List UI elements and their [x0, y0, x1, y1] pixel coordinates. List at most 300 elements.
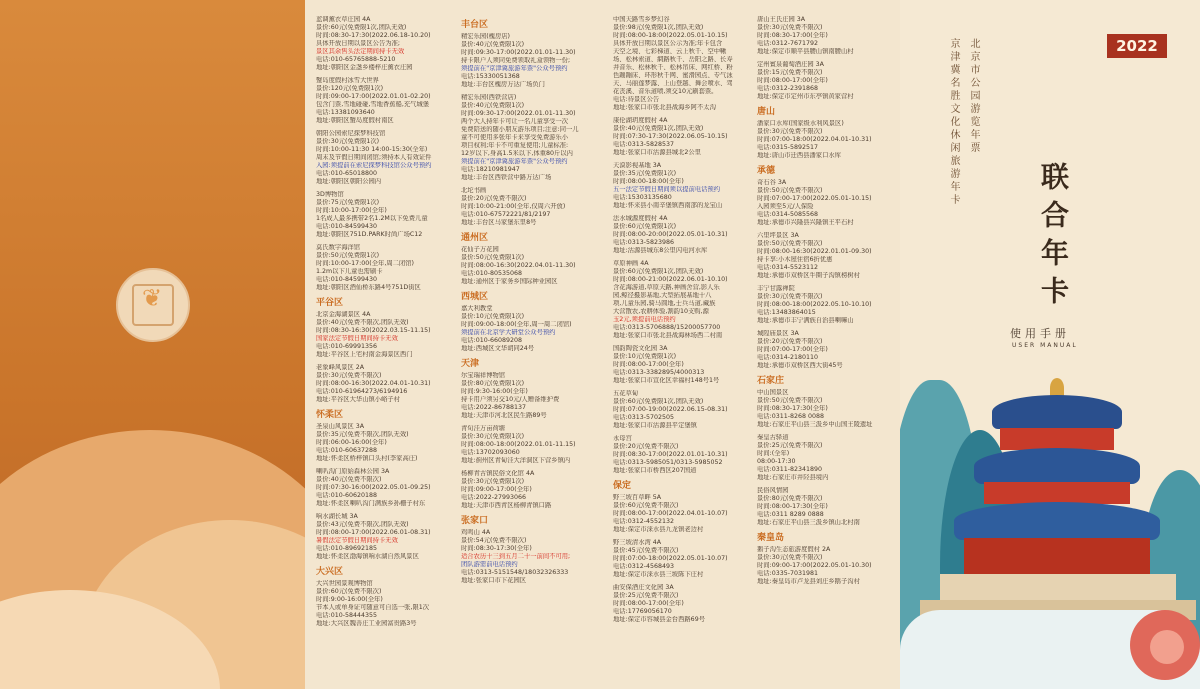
attraction-detail: 电话:010-67572221/81/2197: [461, 211, 551, 218]
attraction-name: 中国天路雪乡梦幻谷: [613, 16, 670, 23]
attraction-detail: 时间:08:30-17:30(2022.06.18-10.20): [316, 32, 431, 39]
attraction-entry: [461, 246, 599, 286]
attraction-detail: 时间:09:30-17:00(2022.01.01-11.30): [461, 110, 576, 117]
attraction-detail: 时间:09:00-17:00(2022.01.01-02.20): [316, 93, 431, 100]
attraction-detail: 地址:保定市涞水县三坡陈下庄村: [613, 571, 704, 578]
attraction-detail: 景价:35元(免费限1次): [613, 170, 677, 177]
attraction-detail: 时间:09:00-18:00(全年,周一周二闭馆): [461, 321, 572, 328]
attraction-entry: [757, 285, 895, 325]
attraction-detail: 景价:20元(免费不限次): [461, 195, 527, 202]
card-title: 联合年卡: [1037, 162, 1070, 314]
attraction-detail: 时间:07:00-18:00(2022.05.01-10.07): [613, 555, 728, 562]
attraction-entry: [757, 179, 895, 227]
attraction-detail: 电话:010-69991356: [316, 343, 378, 350]
region-heading: 通州区: [461, 233, 489, 243]
attraction-detail: 景价:45元(免费不限次): [613, 547, 679, 554]
attraction-detail: 适合农历十三到五月二十一前间不可用;: [461, 553, 571, 560]
attraction-detail: 地址:朝阳区蟹岛度假村南区: [316, 117, 394, 124]
attraction-detail: 景价:54元(免费不限次): [461, 537, 527, 544]
attraction-detail: 地址:平谷区上宅村南金海景区西门: [316, 351, 413, 358]
attraction-entry: [316, 364, 454, 404]
attraction-detail: 景价:25元(免费不限次): [613, 592, 679, 599]
temple-band: [1000, 428, 1114, 450]
attraction-entry: [316, 77, 454, 125]
attraction-detail: 08:00-17:30: [757, 458, 796, 465]
attraction-detail: 五一法定节假日期间须以提前电话预约: [613, 186, 721, 193]
attraction-entry: [316, 580, 454, 628]
attraction-name: 曲安保酒庄文化园 3A: [613, 584, 674, 591]
attraction-detail: 景价:20元(免费不限次): [757, 338, 823, 345]
region-heading: 张家口: [461, 516, 489, 526]
attraction-detail: 电话:15303135680: [613, 194, 672, 201]
attraction-name: 潘家口水库(国家级水利风景区): [757, 120, 844, 127]
attraction-detail: 时间:08:00-18:00(2022.01.01-11.15): [461, 441, 576, 448]
attraction-detail: 电话:010-65018800: [316, 170, 378, 177]
attraction-detail: 时间:08:00-16:30(2022.01.01-09.30): [757, 248, 872, 255]
attraction-entry: [461, 425, 599, 465]
attraction-detail: 电话:0312-4552132: [613, 518, 675, 525]
attraction-detail: 电话:0315-5892517: [757, 144, 819, 151]
temple-roof: [992, 395, 1122, 429]
attraction-name: 青旬洼万亩荷塘: [461, 425, 506, 432]
attraction-name: 精宏乐园(西铁营店): [461, 94, 517, 101]
attraction-detail: 时间:07:00-19:00(2022.06.15-08.31): [613, 406, 728, 413]
attraction-detail: 景价:60元(免费不限次): [316, 588, 382, 595]
attraction-name: 中山国景区: [757, 389, 789, 396]
attraction-detail: 电话:13483864015: [757, 309, 816, 316]
attraction-detail: 电话:0312-7671792: [757, 40, 819, 47]
attraction-detail: 景价:30元(免费不限次): [757, 554, 823, 561]
attraction-entry: [757, 546, 895, 586]
temple-band: [964, 538, 1150, 574]
attraction-entry: [613, 539, 751, 579]
attraction-detail: 景价:50元(免费不限次): [757, 397, 823, 404]
attraction-name: 北京金海湖景区 4A: [316, 311, 371, 318]
attraction-detail: 景价:30元(免费不限次): [757, 24, 823, 31]
attraction-detail: 景价:30元(免费不限次): [757, 128, 823, 135]
attraction-detail: 电话:0313-5823986: [613, 239, 675, 246]
attraction-detail: 电话:0311-82341890: [757, 466, 823, 473]
attraction-detail: 色蹦蹦床、环形秋千网、蜜滑园点、专气泳: [613, 72, 733, 79]
attraction-detail: 地址:保定市定州市东亭镇黄家营村: [757, 93, 854, 100]
attraction-detail: 时间:07:30-16:00(2022.05.01-09.25): [316, 484, 431, 491]
attraction-entry: [461, 529, 599, 585]
attraction-entry: [757, 389, 895, 429]
attraction-entry: [613, 162, 751, 210]
attraction-detail: 电话:18210981947: [461, 166, 520, 173]
attraction-detail: 时间:08:00-18:00(2022.05.10-10.10): [757, 301, 872, 308]
attraction-detail: 包含门票,雪地碰碰,雪地香蕉船,充气城堡: [316, 101, 430, 108]
attraction-detail: 时间:08:30-17:00(全年): [757, 32, 828, 39]
vertical-title-1: 北京市公园游览年票: [968, 38, 979, 155]
attraction-detail: 地址:丰台区马家堡东里8号: [461, 219, 537, 226]
attraction-detail: 电话:0313-5706888/15200057700: [613, 324, 721, 331]
attraction-name: 民俗风情园: [757, 487, 789, 494]
attraction-detail: 项,儿童乐园,骑马圆地,士兵马道,藏族: [613, 300, 716, 307]
attraction-entry: [757, 61, 895, 101]
attraction-entry: [613, 16, 751, 112]
attraction-name: 草原神画 4A: [613, 260, 649, 267]
attraction-detail: 景价:30元(免费限1次): [461, 478, 525, 485]
attraction-detail: 电话:0313-3382895/4000313: [613, 369, 705, 376]
attraction-detail: 电话:010-60620188: [316, 492, 378, 499]
attraction-entry: [316, 423, 454, 463]
left-panel: [0, 0, 305, 689]
manual-title: 使用手册: [1010, 327, 1070, 340]
temple-band: [984, 482, 1130, 504]
attraction-detail: 地址:通州区于家务乡国际种业园区: [461, 278, 558, 285]
attraction-detail: 地址:承德市兴隆县兴隆镇王平石村: [757, 219, 854, 226]
attraction-detail: 地址:保定市顺平县腰山镇南腰山村: [757, 48, 854, 55]
attraction-detail: 井音乐、松林秋千、松林吊床、网红桥、粉: [613, 64, 733, 71]
region-heading: 平谷区: [316, 298, 344, 308]
attraction-detail: 电话:010-58444355: [316, 612, 378, 619]
attraction-detail: 地址:承德市双桥区西大街45号: [757, 362, 843, 369]
attraction-name: 杨柳青古镇民俗文化馆 4A: [461, 470, 535, 477]
attraction-detail: 景价:30元(免费不限次): [757, 293, 823, 300]
region-heading: 西城区: [461, 292, 489, 302]
attraction-entry: [613, 390, 751, 430]
attraction-name: 野三坡清水湾 4A: [613, 539, 662, 546]
temple-roof: [954, 502, 1160, 540]
attraction-detail: 时间:08:00-17:00(2022.04.01-10.07): [613, 510, 728, 517]
attraction-detail: 时间:08:00-17:00(全年): [613, 600, 684, 607]
attraction-detail: 时间:10:00-11:30 14:00-15:30(全年): [316, 146, 428, 153]
attraction-detail: 时间:08:30-17:00(2022.01.01-10.31): [613, 451, 728, 458]
attraction-name: 圣泉山风景区 3A: [316, 423, 365, 430]
attraction-detail: 景价:10元(免费限1次): [613, 353, 677, 360]
attraction-detail: 景价:30元(免费限1次): [316, 138, 380, 145]
attraction-detail: 须提前在"京津冀旅游年票"公众号预约: [461, 65, 568, 72]
attraction-detail: 景价:20元(免费不限次): [613, 443, 679, 450]
region-heading: 唐山: [757, 107, 776, 117]
attraction-detail: 景价:98元(免费限1次,团队无效): [613, 24, 704, 31]
attraction-entry: [316, 244, 454, 292]
attraction-detail: 景价:80元(免费不限次): [757, 495, 823, 502]
attraction-detail: 景价:75元(免费限1次): [316, 199, 380, 206]
attraction-detail: 电话:15330051368: [461, 73, 520, 80]
attraction-detail: 景价:40元(免费不限次): [316, 476, 382, 483]
attraction-detail: 项目权利;年卡不可重复使用;儿童标准:: [461, 142, 569, 149]
attraction-detail: 地址:张家口市宣化区幸福村148号1号: [613, 377, 720, 384]
attraction-detail: 电话:13381093640: [316, 109, 375, 116]
attraction-detail: 地址:保定市容城县金台西路69号: [613, 616, 705, 623]
attraction-detail: 电话:010-65765888-5210: [316, 56, 396, 63]
attraction-entry: [316, 311, 454, 359]
attraction-detail: 入园须至5元/人保险: [757, 203, 814, 210]
attraction-detail: 景价:40元(免费限1次): [461, 102, 525, 109]
attraction-name: 花仙子万花园: [461, 246, 499, 253]
attraction-name: 五花草甸: [613, 390, 639, 397]
attraction-detail: 时间:08:30-16:30(2022.03.15-11.15): [316, 327, 431, 334]
ginkgo-leaf-icon: ❦: [142, 284, 163, 312]
attraction-detail: 时间:07:00-18:00(2022.04.01-10.31): [757, 136, 872, 143]
attraction-name: 永母宫: [613, 435, 632, 442]
attraction-entry: [757, 120, 895, 160]
vertical-title-2: 京津冀名胜文化休闲旅游年卡: [948, 38, 959, 207]
attraction-detail: 电话:2022-86788137: [461, 404, 527, 411]
attraction-detail: 12岁以下,身高1.5米以下,体重80斤以内: [461, 150, 573, 157]
attraction-name: 秦皇古驿道: [757, 434, 789, 441]
attraction-detail: 景价:43元(免费不限次,团队无效): [316, 521, 409, 528]
region-heading: 大兴区: [316, 567, 344, 577]
attraction-detail: 景价:60元(免费不限次): [613, 502, 679, 509]
region-heading: 保定: [613, 481, 632, 491]
attraction-name: 唐山王氏庄园 3A: [757, 16, 806, 23]
attraction-entry: [757, 330, 895, 370]
attraction-name: 法水城源度假村 4A: [613, 215, 668, 222]
attraction-detail: 电话:010-89692185: [316, 545, 378, 552]
region-heading: 秦皇岛: [757, 533, 785, 543]
attraction-name: 朝阳公园索尼探梦科技馆: [316, 130, 386, 137]
listing-column-1: [316, 16, 454, 684]
attraction-detail: 地址:承德市双桥区牛圈子沟镇榜树村: [757, 272, 860, 279]
attraction-detail: 景价:60元(免费限1次,团队无效): [316, 24, 407, 31]
attraction-detail: 1.2m以下儿童也需刷卡: [316, 268, 383, 275]
attraction-detail: 电话:0313-5828537: [613, 141, 675, 148]
attraction-name: 尔宝瑞祥博物馆: [461, 372, 506, 379]
attraction-entry: [316, 468, 454, 508]
attraction-detail: 时间:08:00-18:00(2022.05.01-10.15): [613, 32, 728, 39]
attraction-name: 大兴世园景观博物馆: [316, 580, 373, 587]
attraction-detail: 地址:朝阳区朝阳公园内: [316, 178, 382, 185]
attraction-detail: 电话:0311-8268 0088: [757, 413, 825, 420]
attraction-name: 嘉大利教堂: [461, 305, 493, 312]
attraction-detail: 须提前在北京学大研堂公众号预约: [461, 329, 556, 336]
attraction-detail: 景价:30元(免费限1次): [461, 433, 525, 440]
attraction-detail: 童不可使用多张年卡来享受免费游乐小: [461, 134, 569, 141]
attraction-detail: 时间:9:00-16:00(全年): [316, 596, 383, 603]
attraction-detail: 时间:07:00-17:00(2022.05.01-10.15): [757, 195, 872, 202]
attraction-name: 城隍庙景区 3A: [757, 330, 799, 337]
attraction-detail: 节本人或单身证可随意可自选一张,限1次: [316, 604, 430, 611]
attraction-name: 野三坡百草畔 5A: [613, 494, 662, 501]
attraction-detail: 时间:08:00-16:30(2022.04.01-10.31): [316, 380, 431, 387]
attraction-detail: 景价:60元(免费限1次,团队无效): [613, 398, 704, 405]
attraction-detail: 地址:怀来县小南辛堡镇西南部的龙宝山: [613, 202, 723, 209]
attraction-detail: 景价:30元(免费不限次): [316, 372, 382, 379]
attraction-detail: 1名成人最多携带2名1.2M以下免费儿童: [316, 215, 428, 222]
attraction-detail: 时间:08:00-17:00(全年): [757, 77, 828, 84]
attraction-entry: [613, 345, 751, 385]
attraction-name: 鸡鸣山 4A: [461, 529, 491, 536]
attraction-detail: 景价:40元(免费限1次,团队无效): [613, 125, 704, 132]
attraction-detail: 地址:蓟州区青甸洼大洋洞区下营乡镇内: [461, 457, 571, 464]
attraction-detail: 地址:平谷区大华山镇小峪子村: [316, 396, 400, 403]
attraction-detail: 周末及节假日期间闭馆;须持本人有效证件: [316, 154, 432, 161]
attraction-detail: 电话:010-60637288: [316, 447, 378, 454]
attraction-detail: 景价:40元(免费限1次): [461, 41, 525, 48]
attraction-detail: 电话:0312-2391868: [757, 85, 819, 92]
attraction-name: 响水湖长城 3A: [316, 513, 358, 520]
attraction-name: 丰宁甘露禅院: [757, 285, 795, 292]
attraction-detail: 地址:朝阳区金盏乡楼梓庄薰衣庄园: [316, 64, 413, 71]
attraction-detail: 时间:(全年): [757, 450, 790, 457]
attraction-detail: 暑假法定节假日期间持卡无效: [316, 537, 398, 544]
attraction-name: 国韵陶瓷文化园 3A: [613, 345, 668, 352]
attraction-entry: [461, 94, 599, 182]
attraction-detail: 电话:0314-5085568: [757, 211, 819, 218]
attraction-detail: 花丧溪、音乐道喷,须交10元刷套票。: [613, 88, 718, 95]
attraction-detail: 团队游需前电话预约: [461, 561, 518, 568]
attraction-detail: 电话:0314-5523112: [757, 264, 819, 271]
attraction-detail: 地址:承德市丰宁满族自治县喇嘛山: [757, 317, 854, 324]
attraction-detail: 时间:10:00-17:00(全年): [316, 207, 387, 214]
attraction-entry: [757, 232, 895, 280]
attraction-detail: 景价:15元(免费不限次): [757, 69, 823, 76]
attraction-entry: [613, 260, 751, 340]
attraction-detail: 景价:80元(免费限1次): [461, 380, 525, 387]
attraction-detail: 地址:保定市涞水县九龙镇老边村: [613, 526, 704, 533]
attraction-entry: [316, 130, 454, 186]
attraction-detail: 持卡享:小木屋住宿6折优惠: [757, 256, 833, 263]
attraction-detail: 电话:0335-7031981: [757, 570, 819, 577]
attraction-name: 六里坪景区 3A: [757, 232, 799, 239]
attraction-detail: 电话:010-80535068: [461, 270, 523, 277]
region-heading: 丰台区: [461, 20, 489, 30]
attraction-detail: 景价:60元(免费限1次,团队无效): [613, 268, 704, 275]
attraction-detail: 地址:秦皇岛市卢龙县刘庄乡鹅子沟村: [757, 578, 860, 585]
attraction-name: 定州賓泉葡萄酒庄园 3A: [757, 61, 824, 68]
attraction-detail: 地址:天津市西青区杨柳青镇口路: [461, 502, 552, 509]
attraction-detail: 电话:2022-27993066: [461, 494, 527, 501]
attraction-detail: 电话:0313-5985051/0313-5985052: [613, 459, 723, 466]
attraction-detail: 时间:08:00-21:00(2022.06.01-10.10): [613, 276, 728, 283]
attraction-detail: 国家法定节假日期间持卡无效: [316, 335, 398, 342]
attraction-detail: 时间:08:30-17:30(全年): [461, 545, 532, 552]
listing-column-4: [757, 16, 895, 684]
attraction-entry: [613, 215, 751, 255]
attraction-name: 喇叭沟门原始森林公园 3A: [316, 468, 390, 475]
attraction-entry: [757, 434, 895, 482]
year-badge: 2022: [1107, 34, 1167, 58]
attraction-detail: 地址:天津市河北区民生路89号: [461, 412, 547, 419]
attraction-detail: 时间:08:00-20:00(2022.05.01-10.31): [613, 231, 728, 238]
attraction-detail: 时间:07:30-17:30(2022.06.05-10.15): [613, 133, 728, 140]
attraction-entry: [613, 584, 751, 624]
attraction-detail: 电话:010-61964273/6194916: [316, 388, 408, 395]
attraction-detail: 景价:40元(免费不限次,团队无效): [316, 319, 409, 326]
manual-subtitle: USER MANUAL: [1012, 342, 1078, 349]
attraction-entry: [316, 191, 454, 239]
attraction-detail: 地址:怀柔区桥梓镇口头村(李家高庄): [316, 455, 418, 462]
attraction-detail: 园,鲸径摄影基地,大型拓展基地十八: [613, 292, 712, 299]
attraction-detail: 时间:10:00-17:00(全年,周二闭馆): [316, 260, 414, 267]
attraction-detail: 大营散农,农耕体验,割韵10支购,源: [613, 308, 709, 315]
attraction-detail: 电话:17769056170: [613, 608, 672, 615]
attraction-detail: 天、马丽莲梦露、上山登越、舞会喷水、驾: [613, 80, 733, 87]
attraction-detail: 电话:0313-5151548/18032326333: [461, 569, 569, 576]
attraction-detail: 时间:08:30-17:30(全年): [757, 405, 828, 412]
temple-base: [940, 574, 1176, 600]
attraction-name: 蟹岛度假村冰雪大世界: [316, 77, 379, 84]
attraction-detail: 景区其余售头法定期间持卡无效: [316, 48, 405, 55]
attraction-detail: 景价:50元(免费不限次): [757, 187, 823, 194]
attraction-detail: 时间:08:00-16:30(2022.04.01-11.30): [461, 262, 576, 269]
attraction-detail: 时间:09:30-17:00(2022.01.01-11.30): [461, 49, 576, 56]
attraction-entry: [461, 470, 599, 510]
region-heading: 怀柔区: [316, 410, 344, 420]
attraction-detail: 景价:35元(免费不限次,团队无效): [316, 431, 409, 438]
attraction-detail: 地址:朝阳区751D.PARK时尚广场C12: [316, 231, 423, 238]
attraction-name: 鹅子沟生态旅游度假村 2A: [757, 546, 831, 553]
attraction-entry: [757, 16, 895, 56]
attraction-detail: 地址:石家庄平山县三汲乡镇山北村南: [757, 519, 860, 526]
attraction-detail: 电话:0314-2180110: [757, 354, 819, 361]
attraction-detail: 持卡用户须另交10元/人赠备维护费: [461, 396, 560, 403]
attraction-name: 北坨书画: [461, 187, 487, 194]
attraction-detail: 电话:010-66089208: [461, 337, 523, 344]
attraction-detail: 玉2元,须提前电话预约: [613, 316, 676, 323]
attraction-detail: 时间:08:00-17:00(2022.06.01-08.31): [316, 529, 431, 536]
attraction-detail: 地址:张家口市张北县战海乡阿不太沟: [613, 104, 716, 111]
ginkgo-emblem-icon: [116, 268, 190, 342]
attraction-detail: 电话:0311 8289 0888: [757, 511, 824, 518]
listing-column-3: [613, 16, 751, 684]
attraction-detail: 时间:09:00-17:00(全年): [461, 486, 532, 493]
attraction-detail: 地址:石家庄市井陉县境内: [757, 474, 829, 481]
attraction-detail: 地址:张家口市沽源县城北2公里: [613, 149, 701, 156]
attraction-detail: 时间:06:00-16:00(全年): [316, 439, 387, 446]
attraction-detail: 景价:50元(免费不限次): [757, 240, 823, 247]
attraction-detail: 地址:张家口市沽源县平定堡镇: [613, 422, 697, 429]
attraction-name: 康伦湖玥度假村 4A: [613, 117, 668, 124]
attraction-entry: [461, 187, 599, 227]
attraction-entry: [316, 513, 454, 561]
attraction-detail: 电话:待景区公告: [613, 96, 660, 103]
attraction-detail: 电话:0312-4568493: [613, 563, 675, 570]
attraction-detail: 地址:怀柔区喇叭沟门满族乡孙栅子村东: [316, 500, 426, 507]
attraction-name: 天漠影视基地 3A: [613, 162, 662, 169]
attraction-name: 莫氏数字海洋馆: [316, 244, 361, 251]
attraction-detail: 时间:10:00-21:00(全年,仅周六开放): [461, 203, 566, 210]
attraction-detail: 地址:怀柔区渤海镇响水湖自然风景区: [316, 553, 419, 560]
attraction-name: 奇石谷 3A: [757, 179, 787, 186]
attraction-detail: 地址:西城区文华胡同24号: [461, 345, 535, 352]
attraction-detail: 免费陪送的随小朋友游乐项目;注意:同一儿: [461, 126, 579, 133]
attraction-detail: 入园:须提前在索尼探梦科技馆公众号预约: [316, 162, 432, 169]
region-heading: 石家庄: [757, 376, 785, 386]
attraction-detail: 含花海游道,草原天路,神画舍营,影人乐: [613, 284, 720, 291]
attraction-detail: 时间:09:00-17:00(2022.05.01-10.30): [757, 562, 872, 569]
attraction-name: 3D博物馆: [316, 191, 344, 198]
attraction-detail: 场、松林索道、網路秋千、岳阳之路、长寿: [613, 56, 733, 63]
attraction-detail: 地址:张家口市张北县战海林场西二村南: [613, 332, 723, 339]
attraction-detail: 两个大人持年卡可让一名儿童享受一次: [461, 118, 569, 125]
attraction-detail: 地址:大兴区魏善庄工业园富贵路3号: [316, 620, 417, 627]
attraction-detail: 景价:60元(免费限1次): [613, 223, 677, 230]
attraction-name: 老象峰风景区 2A: [316, 364, 365, 371]
attraction-detail: 景价:120元(免费限1次): [316, 85, 384, 92]
region-heading: 天津: [461, 359, 480, 369]
attraction-detail: 地址:丰台区西铁营中路万达广场: [461, 174, 552, 181]
attraction-detail: 地址:朝阳区酒仙桥东路4号751D街区: [316, 284, 421, 291]
attraction-detail: 天空之境、七彩梯道、云上秋千、空中鞦: [613, 48, 727, 55]
attraction-detail: 电话:010-84599430: [316, 276, 378, 283]
attraction-name: 精宏乐园(槐房店): [461, 33, 510, 40]
attraction-detail: 景价:25元(免费不限次): [757, 442, 823, 449]
region-heading: 承德: [757, 166, 776, 176]
attraction-detail: 景价:50元(免费限1次): [316, 252, 380, 259]
attraction-detail: 时间:08:00-18:00(全年): [613, 178, 684, 185]
attraction-detail: 电话:13702093060: [461, 449, 520, 456]
temple-roof: [974, 448, 1140, 484]
attraction-entry: [316, 16, 454, 72]
attraction-detail: 电话:0313-5702505: [613, 414, 675, 421]
attraction-entry: [461, 305, 599, 353]
attraction-detail: 时间:9:30-16:00(全年): [461, 388, 528, 395]
cover-panel: [900, 0, 1200, 689]
